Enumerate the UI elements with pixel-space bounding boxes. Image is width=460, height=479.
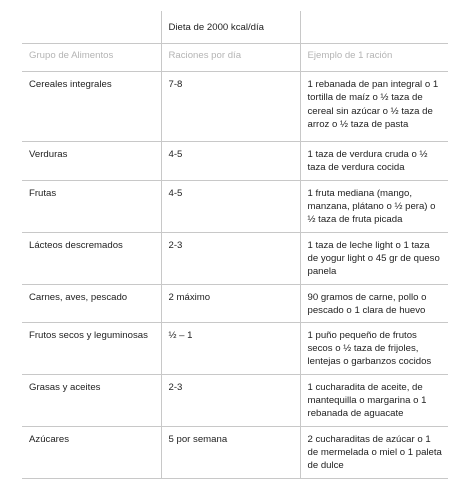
food-group-cell: Verduras [22, 142, 161, 180]
example-cell: 1 taza de leche light o 1 taza de yogur light o 45 gr de queso panela [300, 232, 448, 284]
example-cell: 1 rebanada de pan integral o 1 tortilla de maíz o ½ taza de cereal sin azúcar o ½ taza de arroz o ½ taza de pasta [300, 72, 448, 142]
servings-cell: ½ – 1 [161, 323, 300, 375]
table-row [22, 142, 448, 180]
header-row [22, 44, 448, 72]
food-group-cell: Carnes, aves, pescado [22, 284, 161, 322]
header-example: Ejemplo de 1 ración [300, 44, 448, 72]
food-group-cell: Azúcares [22, 427, 161, 479]
header-servings: Raciones por día [161, 44, 300, 72]
example-cell: 1 taza de verdura cruda o ½ taza de verdura cocida [300, 142, 448, 180]
table-row [22, 375, 448, 427]
table-row [22, 232, 448, 284]
table-row [22, 323, 448, 375]
header-food-group: Grupo de Alimentos [22, 44, 161, 72]
caption-row [22, 11, 448, 44]
table-row [22, 427, 448, 479]
servings-cell: 4-5 [161, 142, 300, 180]
example-cell: 1 puño pequeño de frutos secos o ½ taza de frijoles, lentejas o garbanzos cocidos [300, 323, 448, 375]
example-cell: 1 cucharadita de aceite, de mantequilla o margarina o 1 rebanada de aguacate [300, 375, 448, 427]
table-row [22, 284, 448, 322]
table-row [22, 180, 448, 232]
servings-cell: 2-3 [161, 375, 300, 427]
food-group-cell: Frutas [22, 180, 161, 232]
table-row [22, 72, 448, 142]
food-group-cell: Lácteos descremados [22, 232, 161, 284]
diet-table [22, 11, 448, 479]
diet-table-container [22, 11, 448, 479]
example-cell: 90 gramos de carne, pollo o pescado o 1 clara de huevo [300, 284, 448, 322]
food-group-cell: Grasas y aceites [22, 375, 161, 427]
servings-cell: 2 máximo [161, 284, 300, 322]
servings-cell: 4-5 [161, 180, 300, 232]
diet-caption: Dieta de 2000 kcal/día [161, 11, 300, 44]
food-group-cell: Frutos secos y leguminosas [22, 323, 161, 375]
example-cell: 1 fruta mediana (mango, manzana, plátano o ½ pera) o ½ taza de fruta picada [300, 180, 448, 232]
servings-cell: 5 por semana [161, 427, 300, 479]
empty-cell [22, 11, 161, 44]
food-group-cell: Cereales integrales [22, 72, 161, 142]
empty-cell [300, 11, 448, 44]
servings-cell: 7-8 [161, 72, 300, 142]
example-cell: 2 cucharaditas de azúcar o 1 de mermelada o miel o 1 paleta de dulce [300, 427, 448, 479]
servings-cell: 2-3 [161, 232, 300, 284]
